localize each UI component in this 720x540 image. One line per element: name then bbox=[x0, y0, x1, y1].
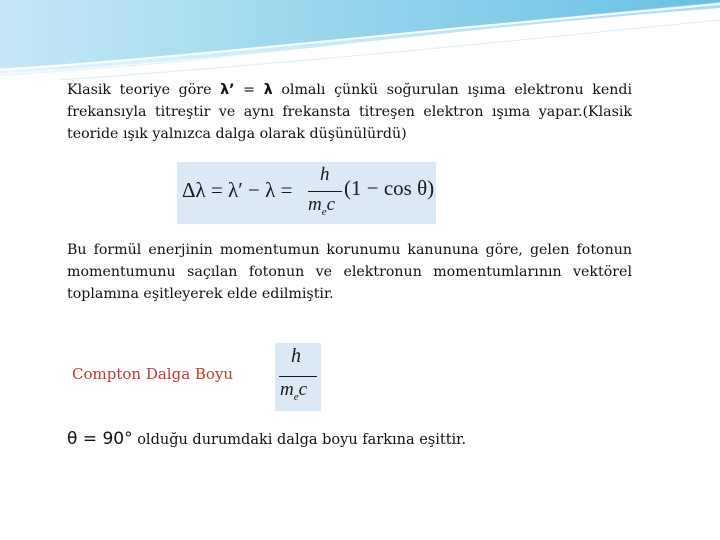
classical-theory-paragraph bbox=[67, 79, 632, 145]
formula-fraction-bar bbox=[308, 191, 342, 192]
compton-wavelength-label: Compton Dalga Boyu bbox=[72, 365, 234, 383]
formula-denominator-sub: e bbox=[321, 205, 327, 218]
intro-equals: = bbox=[234, 82, 264, 98]
intro-prefix: Klasik teoriye göre bbox=[67, 82, 221, 98]
theta-condition-line bbox=[67, 429, 466, 449]
intro-suffix: olmalı çünkü soğurulan ışıma elektronu kendi frekansıyla titreştir ve aynı frekansta titreşen elektron ışıma yapar.(Klasik teoride ışık yalnızca dalga olarak düşünülürdü) bbox=[67, 82, 632, 142]
compton-denominator-sub: e bbox=[293, 390, 299, 403]
formula-numerator: h bbox=[320, 164, 330, 185]
formula-lhs: Δλ = λ′ − λ = bbox=[182, 178, 293, 202]
lambda-symbol: λ bbox=[263, 82, 273, 98]
compton-denominator-m: m bbox=[280, 379, 294, 400]
compton-denominator-c: c bbox=[298, 379, 308, 400]
theta-text: olduğu durumdaki dalga boyu farkına eşittir. bbox=[132, 432, 467, 448]
formula-denominator bbox=[308, 194, 335, 218]
formula-denominator-m: m bbox=[308, 194, 322, 215]
lambda-prime-symbol: λ’ bbox=[220, 82, 235, 98]
compton-numerator: h bbox=[291, 345, 301, 367]
formula-denominator-c: c bbox=[326, 194, 336, 215]
compton-fraction-bar bbox=[279, 376, 317, 377]
theta-equation: θ = 90° bbox=[67, 429, 133, 449]
header-wave-decoration bbox=[0, 0, 720, 90]
compton-shift-formula bbox=[177, 162, 436, 224]
formula-rhs: (1 − cos θ) bbox=[344, 176, 435, 200]
compton-wavelength-formula bbox=[275, 343, 321, 411]
compton-denominator bbox=[280, 379, 307, 403]
explanation-paragraph: Bu formül enerjinin momentumun korunumu kanununa göre, gelen fotonun momentumunu saçılan fotonun ve elektronun momentumlarının vektörel toplamına eşitleyerek elde edilmiştir. bbox=[67, 242, 632, 302]
